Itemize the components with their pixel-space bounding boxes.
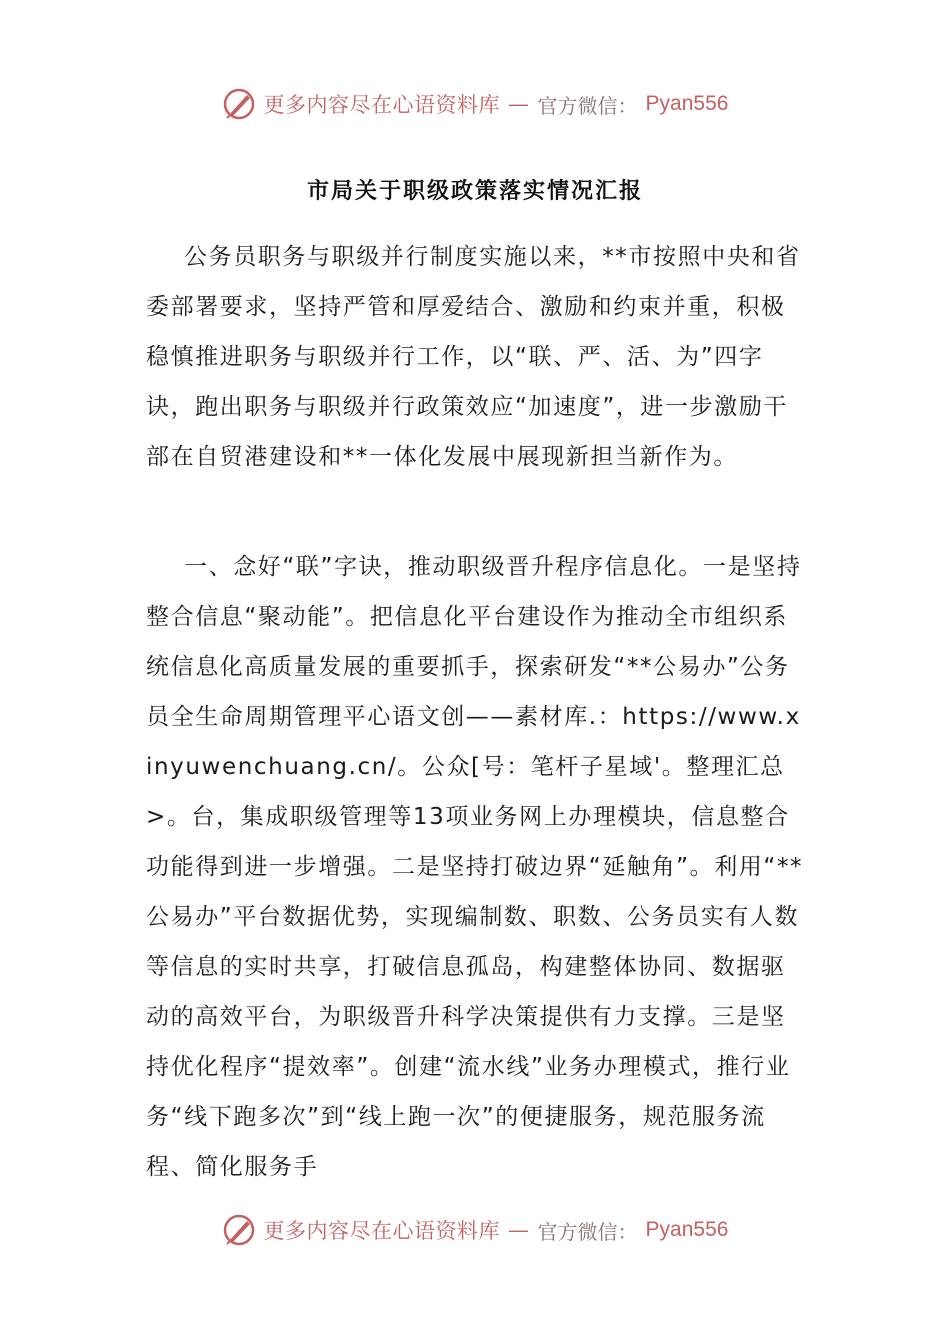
watermark-site-text: 更多内容尽在心语资料库 (263, 1219, 501, 1243)
section-one-paragraph: 一、念好“联”字诀，推动职级晋升程序信息化。一是坚持整合信息“聚动能”。把信息化平台建设作为推动全市组织系统信息化高质量发展的重要抓手，探索研发“**公易办”公务员全生命周期管理平心语文创——素材库.：https://www.xinyuwenchuang.cn/。公众[号：笔杆子星域'。整理汇总>。台，集成职级管理等13项业务网上办理模块，信息整合功能得到进一步增强。二是坚持打破边界“延触角”。利用“**公易办”平台数据优势，实现编制数、职数、公务员实有人数等信息的实时共享，打破信息孤岛，构建整体协同、数据驱动的高效平台，为职级晋升科学决策提供有力支撑。三是坚持优化程序“提效率”。创建“流水线”业务办理模式，推行业务“线下跑多次”到“线上跑一次”的便捷服务，规范服务流程、简化服务手 (146, 554, 804, 1180)
watermark-separator: — (508, 1218, 530, 1242)
intro-paragraph: 公务员职务与职级并行制度实施以来，**市按照中央和省委部署要求，坚持严管和厚爱结合、激励和约束并重，积极稳慎推进职务与职级并行工作，以“联、严、活、为”四字诀，跑出职务与职级并行政策效应“加速度”，进一步激励干部在自贸港建设和**一体化发展中展现新担当新作为。 (146, 244, 801, 470)
document-title: 市局关于职级政策落实情况汇报 (306, 178, 643, 204)
watermark-wechat-id: Pyan556 (645, 1218, 729, 1241)
pen-seal-logo-icon (222, 87, 256, 121)
watermark-wechat-label: 官方微信： (537, 93, 638, 118)
watermark-wechat-label: 官方微信： (537, 1219, 638, 1244)
header-watermark (0, 82, 950, 126)
watermark-wechat-id: Pyan556 (645, 92, 729, 115)
pen-seal-logo-icon (222, 1213, 256, 1247)
footer-watermark (0, 1208, 950, 1252)
watermark-separator: — (508, 92, 530, 116)
watermark-site-text: 更多内容尽在心语资料库 (263, 93, 501, 117)
